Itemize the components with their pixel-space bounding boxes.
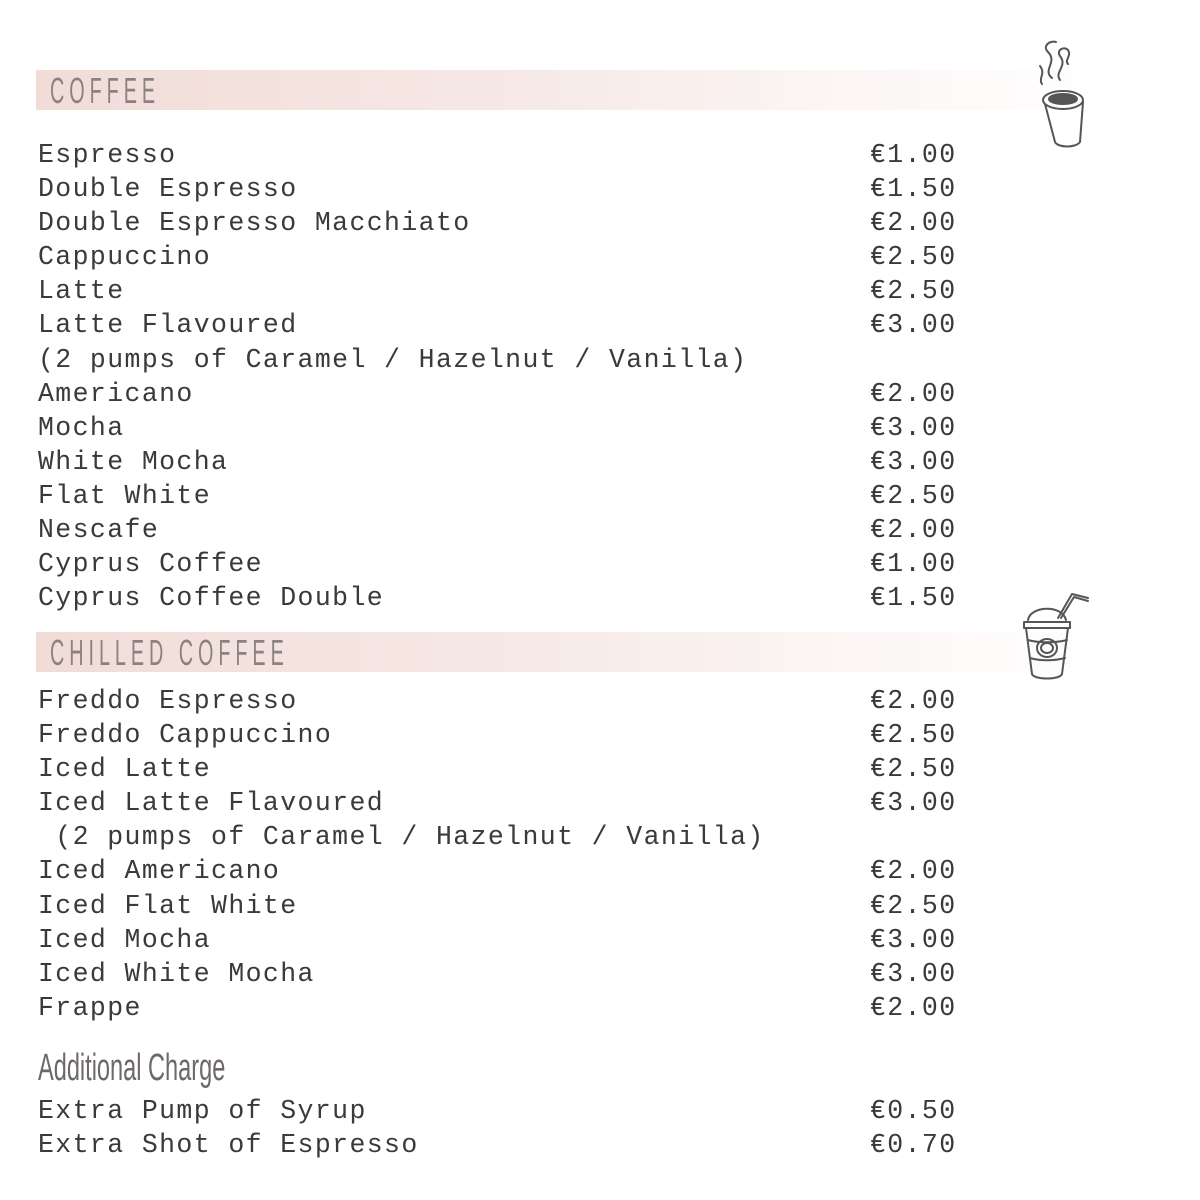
item-name: White Mocha (38, 446, 229, 477)
item-name: Double Espresso Macchiato (38, 208, 471, 239)
item-price: €1.50 (870, 174, 957, 205)
menu-item (38, 138, 978, 172)
chilled-coffee-section-title: CHILLED COFFEE (50, 632, 289, 673)
menu-item (38, 274, 978, 308)
item-price: €0.70 (870, 1130, 957, 1161)
menu-item (38, 1128, 978, 1162)
item-name: Iced Flat White (38, 890, 298, 921)
item-name: Cyprus Coffee (38, 549, 263, 580)
item-name: Extra Pump of Syrup (38, 1096, 367, 1126)
additional-charge-items-list (38, 1094, 978, 1162)
item-name: Nescafe (38, 515, 160, 546)
item-price: €3.00 (870, 788, 957, 819)
menu-item (38, 206, 978, 240)
item-name: Flat White (38, 480, 212, 511)
menu-item-note (38, 820, 978, 854)
item-price: €2.50 (870, 890, 957, 921)
item-name: Cyprus Coffee Double (38, 583, 385, 614)
menu-item (38, 957, 978, 991)
item-name: Iced Americano (38, 856, 281, 887)
item-price: €2.50 (870, 720, 957, 751)
menu-item (38, 1094, 978, 1128)
menu-item (38, 240, 978, 274)
menu-item (38, 172, 978, 206)
menu-item (38, 308, 978, 342)
item-note: (2 pumps of Caramel / Hazelnut / Vanilla) (38, 344, 748, 375)
item-price: €3.00 (870, 310, 957, 341)
coffee-items-list (38, 138, 978, 615)
menu-item-note (38, 343, 978, 377)
item-note: (2 pumps of Caramel / Hazelnut / Vanilla) (38, 822, 765, 853)
item-name: Latte Flavoured (38, 310, 298, 341)
item-price: €0.50 (870, 1096, 957, 1126)
menu-item (38, 854, 978, 888)
item-name: Cappuccino (38, 242, 212, 273)
item-price: €2.50 (870, 480, 957, 511)
item-price: €2.00 (870, 515, 957, 546)
item-price: €3.00 (870, 446, 957, 477)
menu-item (38, 684, 978, 718)
menu-item (38, 786, 978, 820)
item-name: Iced Latte Flavoured (38, 788, 385, 819)
item-name: Freddo Cappuccino (38, 720, 333, 751)
menu-item (38, 547, 978, 581)
item-name: Extra Shot of Espresso (38, 1130, 419, 1161)
item-name: Iced White Mocha (38, 958, 315, 989)
chilled-coffee-items-list (38, 684, 978, 1025)
menu-item (38, 718, 978, 752)
menu-item (38, 581, 978, 615)
item-price: €2.50 (870, 276, 957, 307)
iced-coffee-cup-icon (1014, 588, 1094, 682)
item-price: €2.00 (870, 686, 957, 716)
item-price: €2.50 (870, 242, 957, 273)
item-name: Double Espresso (38, 174, 298, 205)
menu-item (38, 479, 978, 513)
item-price: €1.00 (870, 140, 957, 170)
coffee-section-header (36, 70, 1116, 110)
hot-coffee-cup-icon (1030, 38, 1090, 150)
menu-item (38, 991, 978, 1025)
item-name: Frappe (38, 992, 142, 1023)
additional-charge-title: Additional Charge (38, 1047, 226, 1089)
item-name: Iced Mocha (38, 924, 212, 955)
menu-item (38, 445, 978, 479)
menu-item (38, 411, 978, 445)
item-price: €2.00 (870, 378, 957, 409)
menu-item (38, 923, 978, 957)
item-price: €1.00 (870, 549, 957, 580)
item-price: €2.00 (870, 992, 957, 1023)
item-price: €3.00 (870, 412, 957, 443)
menu-item (38, 752, 978, 786)
coffee-section-title: COFFEE (50, 70, 161, 111)
item-name: Iced Latte (38, 754, 212, 785)
item-price: €3.00 (870, 958, 957, 989)
item-price: €1.50 (870, 583, 957, 614)
chilled-coffee-section-header (36, 632, 1116, 672)
item-price: €3.00 (870, 924, 957, 955)
item-name: Americano (38, 378, 194, 409)
menu-item (38, 889, 978, 923)
menu-item (38, 377, 978, 411)
item-name: Freddo Espresso (38, 686, 298, 716)
item-price: €2.50 (870, 754, 957, 785)
item-name: Espresso (38, 140, 177, 170)
menu-item (38, 513, 978, 547)
item-price: €2.00 (870, 856, 957, 887)
item-price: €2.00 (870, 208, 957, 239)
item-name: Latte (38, 276, 125, 307)
item-name: Mocha (38, 412, 125, 443)
